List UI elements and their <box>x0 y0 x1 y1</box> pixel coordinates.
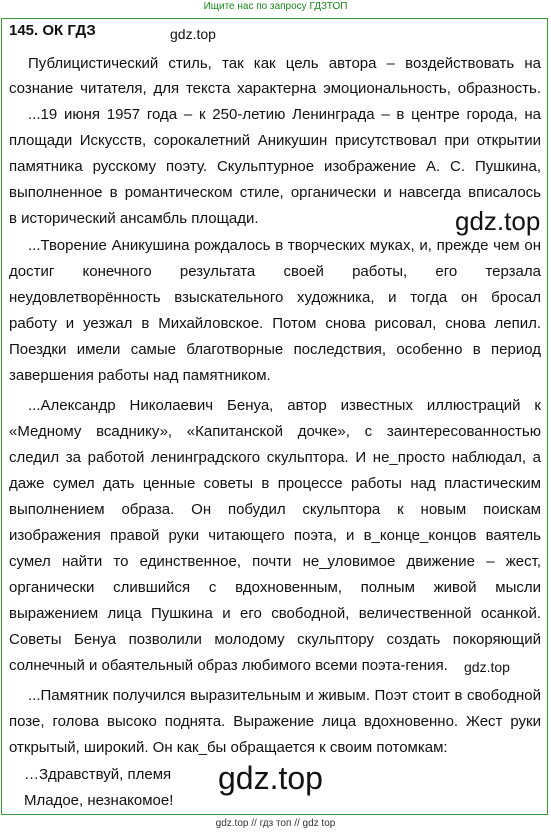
text-line: даже сумел дать ценные советы в процессе работы над пластическим <box>9 475 541 492</box>
text-line: позе, голова высоко поднята. Выражение лица вдохновенно. Жест руки <box>9 713 541 730</box>
text-line: ...19 июня 1957 года – к 250-летию Ленинграда – в центре города, на <box>28 106 541 123</box>
text-line: органически слившийся с вдохновенным, полным живой мысли <box>9 579 541 596</box>
text-line: завершения работы над памятником. <box>9 367 271 384</box>
text-line: работу и уезжал в Михайловское. Потом снова рисовал, снова лепил. <box>9 315 541 332</box>
text-line: в исторический ансамбль площади. <box>9 210 259 227</box>
watermark: gdz.top <box>218 760 323 796</box>
text-line: изображения правой руки читающего поэта, и в_конце_концов ваятель <box>9 527 541 544</box>
text-line: …Здравствуй, племя <box>24 766 172 783</box>
text-line: открытый, широкий. Он как_бы обращается к своим потомкам: <box>9 739 448 756</box>
text-line: Младое, незнакомое! <box>24 792 174 809</box>
text-line: солнечный и обаятельный образ любимого всеми поэта-гения. <box>9 657 448 674</box>
text-line: памятника русскому поэту. Скульптурное изображение А. С. Пушкина, <box>9 158 541 175</box>
footer: gdz.top // гдз топ // gdz top <box>215 818 336 829</box>
text-line: площади Искусств, сорокалетний Аникушин присутствовал при открытии <box>9 132 541 149</box>
text-line: достиг конечного результата своей работы, его терзала <box>9 263 541 280</box>
text-line: ...Творение Аникушина рождалось в творческих муках, и, прежде чем он <box>28 237 541 254</box>
text-line: неудовлетворённость взыскательного художника, и тогда он бросал <box>9 289 541 306</box>
watermark: gdz.top <box>170 26 216 42</box>
text-line: выполнением образа. Он побудил скульптора к новым поискам <box>9 501 541 518</box>
top-banner[interactable]: Ищите нас по запросу ГДЗТОП <box>203 1 348 12</box>
page-title: 145. ОК ГДЗ <box>9 22 96 39</box>
text-line: Поездки имели самые благотворные последствия, особенно в период <box>9 341 541 358</box>
text-line: сумел найти то единственное, почти не_уловимое движение – жест, <box>9 553 541 570</box>
text-line: следил за работой ленинградского скульптора. И не_просто наблюдал, а <box>9 449 541 466</box>
text-line: сознание читателя, для текста характерна эмоциональность, образность. <box>9 80 541 97</box>
watermark: gdz.top <box>464 659 510 675</box>
text-line: Советы Бенуа позволили молодому скульптору создать покоряющий <box>9 631 541 648</box>
watermark: gdz.top <box>455 206 541 236</box>
text-line: выражением лица Пушкина и его свободной, величественной осанкой. <box>9 605 541 622</box>
text-line: Публицистический стиль, так как цель автора – воздействовать на <box>28 55 541 72</box>
text-line: ...Памятник получился выразительным и живым. Поэт стоит в свободной <box>28 687 541 704</box>
text-line: ...Александр Николаевич Бенуа, автор известных иллюстраций к <box>28 397 541 414</box>
text-line: выполненное в романтическом стиле, органически и навсегда вписалось <box>9 184 541 201</box>
text-line: «Медному всаднику», «Капитанской дочке», с заинтересованностью <box>9 423 541 440</box>
